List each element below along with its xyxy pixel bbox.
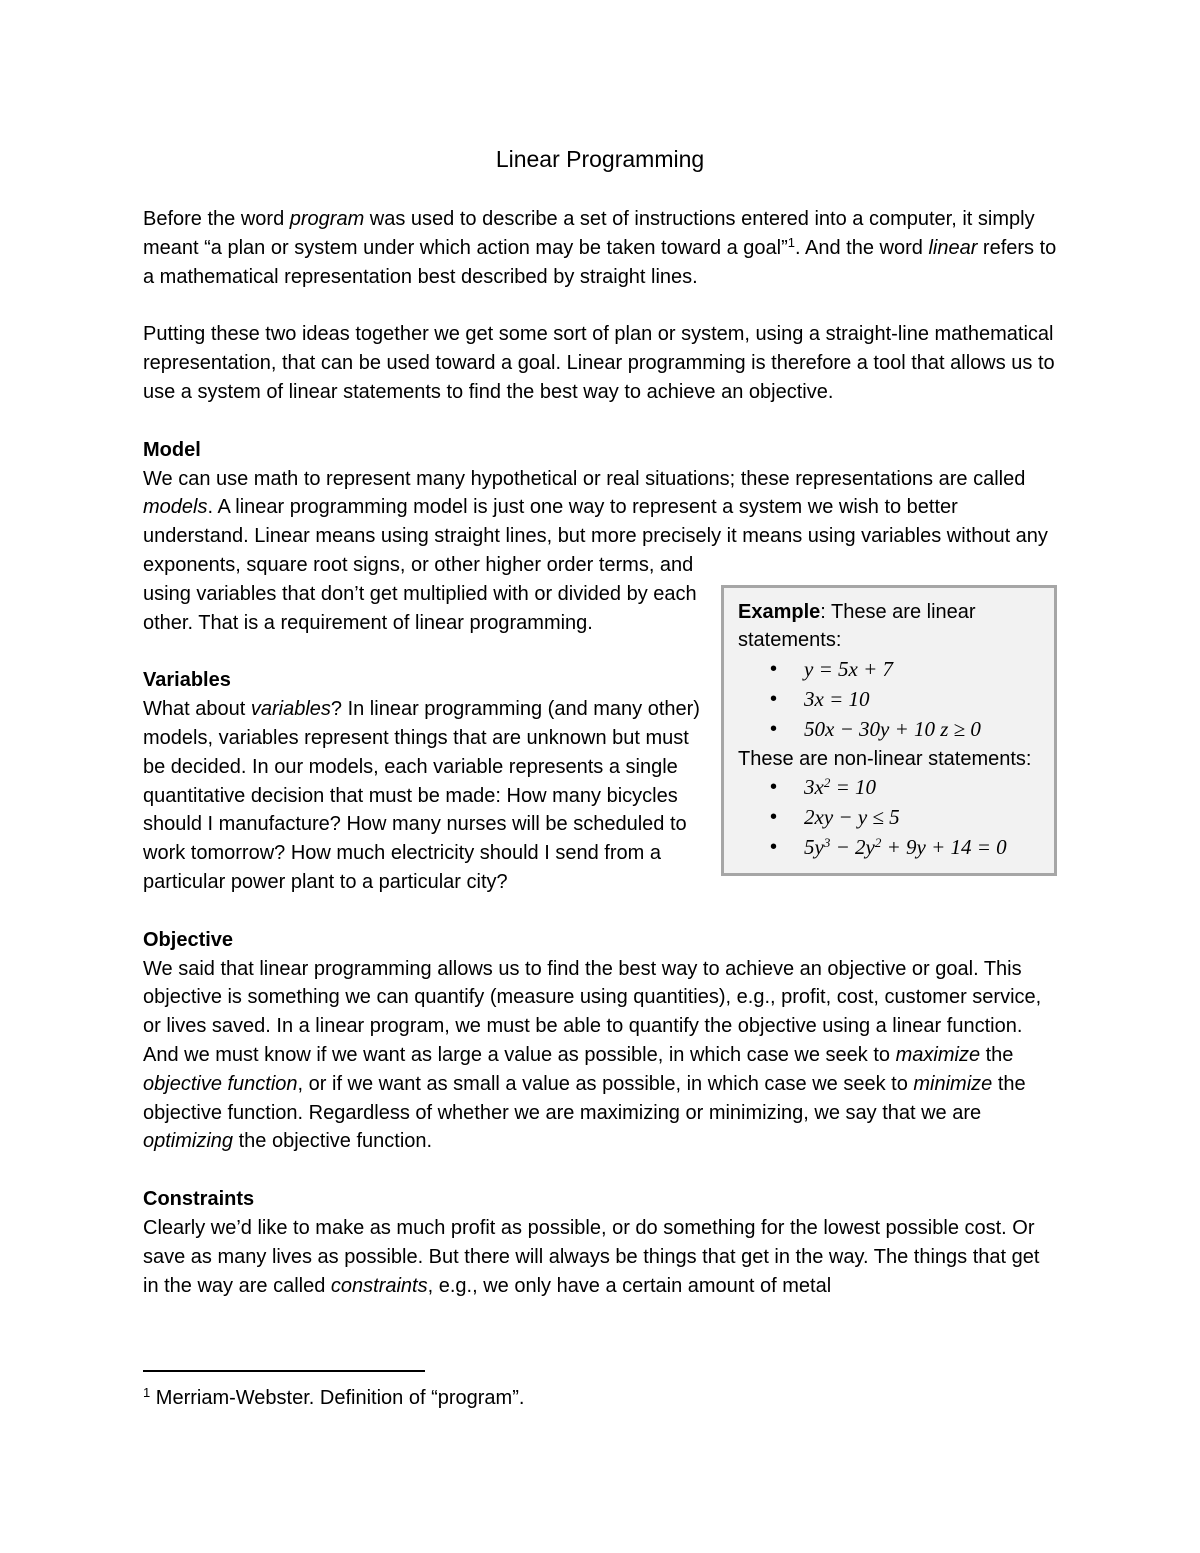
example-box-heading: Example: These are linear statements: <box>738 600 976 652</box>
footnote: $^1$ Merriam-Webster. Definition of “program”. <box>143 1385 525 1409</box>
constraints-paragraph: Clearly we’d like to make as much profit as possible, or do something for the lowest possible cost. Or save as many lives as possible. But there will always be things that get in the way. The things that get in the way are called constraints, e.g., we only have a certain amount of metal <box>143 1216 1040 1297</box>
heading-variables: Variables <box>143 669 231 692</box>
nonlinear-statements-list <box>738 773 1040 862</box>
linear-statements-list <box>738 655 1040 744</box>
intro-paragraph-1: Before the word program was used to describe a set of instructions entered into a computer, it simply meant “a plan or system under which action may be taken toward a goal”$^1$. And the word linear refers to a mathematical representation best described by straight lines. <box>143 208 1057 288</box>
linear-statement: • 50x − 30y + 10 z ≥ 0 <box>770 715 1040 745</box>
footnote-ref: 1 <box>787 234 796 250</box>
heading-model: Model <box>143 438 201 461</box>
intro-paragraph-2: Putting these two ideas together we get some sort of plan or system, using a straight-line mathematical representation, that can be used toward a goal. Linear programming is therefore a tool that allows us to use a system of linear statements to find the best way to achieve an objective. <box>143 323 1055 403</box>
heading-objective: Objective <box>143 928 234 951</box>
linear-statement: • y = 5x + 7 <box>770 655 1040 685</box>
heading-constraints: Constraints <box>143 1188 255 1211</box>
example-label: Example <box>738 600 821 623</box>
nonlinear-heading: These are non-linear statements: <box>738 747 1032 770</box>
nonlinear-statement: • $3x^2 = 10$ <box>770 773 1040 803</box>
objective-paragraph: We said that linear programming allows us to find the best way to achieve an objective or goal. This objective is something we can quantify (measure using quantities), e.g., profit, cost, customer service, or lives saved. In a linear program, we must be able to quantify the objective using a linear function. And we must know if we want as large a value as possible, in which case we seek to maximize the objective function, or if we want as small a value as possible, in which case we seek to minimize the objective function. Regardless of whether we are maximizing or minimizing, we say that we are optimizing the objective function. <box>143 957 1042 1153</box>
footnote-number: 1 <box>143 1385 151 1400</box>
page-title: Linear Programming <box>495 146 705 172</box>
nonlinear-statement: • $5y^3 - 2y^2 + 9y + 14 = 0$ <box>770 833 1040 863</box>
emphasis-program: program <box>289 208 365 230</box>
model-paragraph: We can use math to represent many hypothetical or real situations; these representations are called models. A linear programming model is just one way to represent a system we wish to better understand. Linear means using straight lines, but more precisely it means using variables without any exponents, square root signs, or other higher order terms, and using variables that don’t get multiplied with or divided by each other. That is a requirement of linear programming. <box>143 467 1048 634</box>
variables-paragraph: What about variables? In linear programming (and many other) models, variables represent things that are unknown but must be decided. In our models, each variable represents a single quantitative decision that must be made: How many bicycles should I manufacture? How many nurses will be scheduled to work tomorrow? How much electricity should I send from a particular power plant to a particular city? <box>143 698 700 893</box>
linear-statement: • 3x = 10 <box>770 685 1040 715</box>
nonlinear-statement: • 2xy − y ≤ 5 <box>770 803 1040 833</box>
emphasis-linear: linear <box>928 236 978 259</box>
example-box <box>721 585 1057 876</box>
footnote-separator <box>143 1370 425 1372</box>
model-text-before-box: . A linear programming model is just one way to represent a system we wish to better understand. Linear means using straight lines, but more precisely it means using variables without any exponents, square root signs, or other higher order terms, and using variables that don’t get multiplied with or divided by each other. That is a requirement of linear programming. <box>143 496 1048 634</box>
